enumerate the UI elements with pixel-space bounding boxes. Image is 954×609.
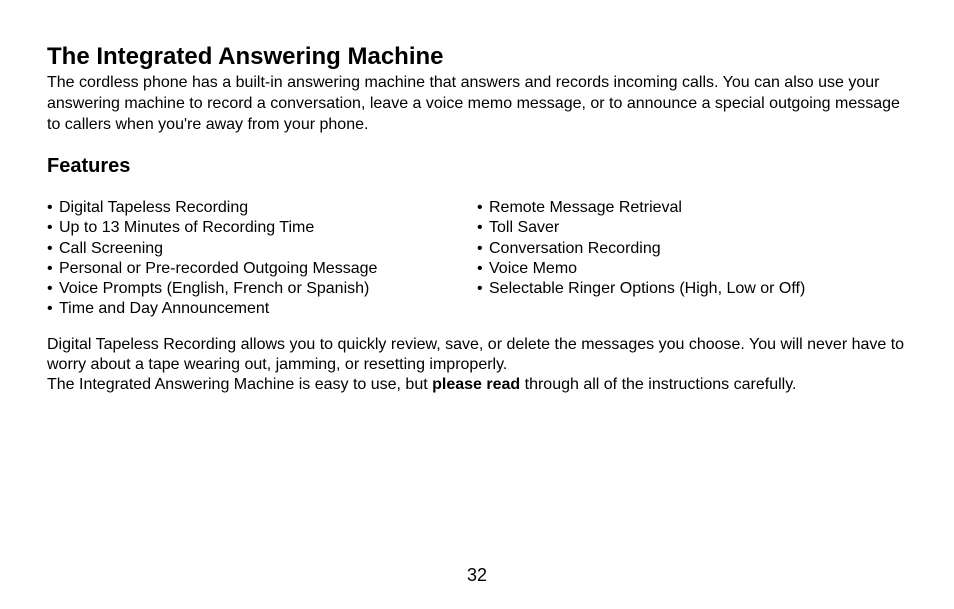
feature-text: Up to 13 Minutes of Recording Time [59, 219, 315, 237]
outro-text-after: through all of the instructions carefully. [520, 376, 797, 394]
page-number: 32 [466, 565, 488, 585]
bullet-icon: • [47, 239, 53, 257]
list-item [47, 259, 477, 279]
feature-text: Toll Saver [489, 219, 560, 237]
feature-text: Voice Memo [489, 259, 578, 277]
feature-text: Conversation Recording [489, 239, 661, 257]
feature-text: Digital Tapeless Recording [59, 199, 249, 216]
list-item [477, 218, 917, 238]
list-item [477, 239, 917, 259]
feature-text: Personal or Pre-recorded Outgoing Message [59, 259, 378, 277]
list-item [47, 239, 477, 259]
page-title: The Integrated Answering Machine [47, 43, 444, 70]
outro-text: Digital Tapeless Recording allows you to quickly review, save, or delete the messages you choose. You will never have to worry about a tape wearing out, jamming, or resetting improperly. [47, 335, 905, 374]
bullet-icon: • [477, 219, 483, 237]
outro-text-before: The Integrated Answering Machine is easy to use, but [47, 376, 433, 394]
outro-paragraph [47, 335, 917, 396]
bullet-icon: • [477, 280, 483, 298]
features-right-column [477, 198, 917, 320]
feature-text: Time and Day Announcement [59, 300, 270, 318]
feature-text: Selectable Ringer Options (High, Low or Off) [489, 280, 806, 298]
emphasis-text: please read [432, 376, 521, 394]
bullet-icon: • [47, 280, 53, 298]
bullet-icon: • [477, 259, 483, 277]
list-item [477, 279, 917, 299]
list-item [47, 218, 477, 238]
list-item [47, 279, 477, 299]
feature-text: Call Screening [59, 239, 164, 257]
feature-text: Remote Message Retrieval [489, 199, 682, 216]
bullet-icon: • [47, 300, 53, 318]
bullet-icon: • [47, 219, 53, 237]
bullet-icon: • [477, 239, 483, 257]
bullet-icon: • [477, 199, 483, 216]
features-left-column [47, 198, 477, 320]
feature-text: Voice Prompts (English, French or Spanish) [59, 280, 370, 298]
features-list [47, 198, 917, 320]
features-heading: Features [47, 155, 131, 177]
document-page [47, 42, 917, 396]
list-item [477, 259, 917, 279]
list-item [477, 198, 917, 218]
list-item [47, 198, 477, 218]
bullet-icon: • [47, 199, 53, 216]
list-item [47, 299, 477, 319]
bullet-icon: • [47, 259, 53, 277]
intro-paragraph: The cordless phone has a built-in answering machine that answers and records incoming calls. You can also use your answering machine to record a conversation, leave a voice memo message, or to announce a special outgoing message to callers when you're away from your phone. [47, 74, 900, 133]
